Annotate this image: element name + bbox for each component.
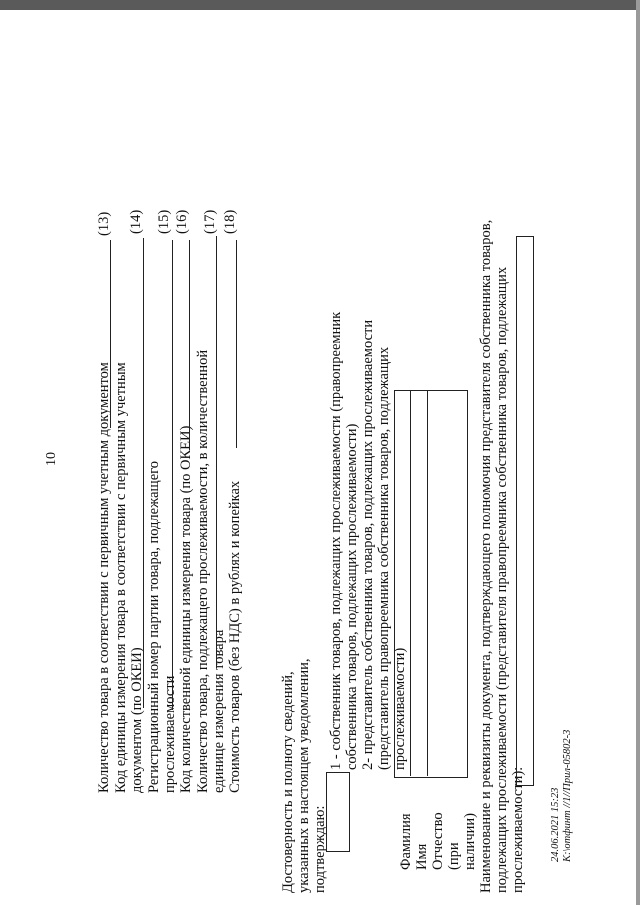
field-14-text-line2: документом (по ОКЕИ) [129,647,145,793]
field-15-text-line2: прослеживаемости [162,675,178,793]
name-label: Имя [414,843,430,870]
field-14-text-line1: Код единицы измерения товара в соответствии с первичным учетным [113,362,129,793]
page-number-rotated: 10 [44,452,59,466]
name-grid-frame [394,390,468,778]
confirm-choice-box[interactable] [326,772,350,852]
confirm-opt2-line1: 2- представитель собственника товаров, подлежащих прослеживаемости [360,319,376,770]
footer-path: К:\отфинт //1//Прил-05802-3 [562,729,573,862]
footer-timestamp: 24.06.2021 15:23 [550,787,561,862]
field-13-input-line[interactable] [110,240,111,428]
name-grid-separator-2 [427,390,428,776]
patronymic-label-line3: наличии) [462,813,478,870]
document-label-line1: Наименование и реквизиты документа, подтверждающего полномочия представителя собственника товаров, [478,219,494,893]
field-18-text: Стоимость товаров (без НДС) в рублях и копейках [227,480,243,793]
field-16-code: (16) [174,209,190,234]
field-13-text: Количество товара в соответствии с первичным учетным документом [96,362,112,793]
field-17-input-line[interactable] [216,236,217,668]
patronymic-label-line1: Отчество [430,812,446,870]
field-17-code: (17) [202,209,218,234]
field-18-code: (18) [222,209,238,234]
field-16-text: Код количественной единицы измерения товара (по ОКЕИ) [178,425,194,793]
confirm-opt2-line3: прослеживаемости) [392,647,408,770]
confirm-line2: указанных в настоящем уведомлении, [296,658,312,893]
field-18-input-line[interactable] [236,240,237,448]
field-16-input-line[interactable] [189,240,190,450]
confirm-line3: подтверждаю: [312,805,328,893]
document-label-line3: прослеживаемости): [510,766,526,893]
field-15-input-line[interactable] [172,240,173,710]
field-14-input-line[interactable] [143,238,144,708]
field-15-code: (15) [156,209,172,234]
name-grid-separator-1 [410,390,411,776]
confirm-opt1-line1: 1 - собственник товаров, подлежащих прослеживаемости (правопреемник [328,311,344,770]
field-14-code: (14) [128,209,144,234]
confirm-opt2-line2: (представитель правопреемника собственника товаров, подлежащих [376,346,392,770]
document-label-line2: подлежащих прослеживаемости (представителя правопреемника собственника товаров, подлежащих [494,266,510,893]
confirm-opt1-line2: собственника товаров, подлежащих прослеживаемости) [344,423,360,770]
field-17-text-line2: единице измерения товара [211,629,227,793]
field-17-text-line1: Количество товара, подлежащего прослеживаемости, в количественной [195,349,211,793]
document-input-box[interactable] [516,236,534,786]
field-15-text-line1: Регистрационный номер партии товара, подлежащего [146,461,162,793]
field-13-code: (13) [96,211,112,236]
surname-label: Фамилия [398,813,414,870]
patronymic-label-line2: (при [446,842,462,870]
scan-edge-right [636,0,640,905]
confirm-line1: Достоверность и полноту сведений, [280,671,296,893]
scan-edge-top [0,0,640,10]
